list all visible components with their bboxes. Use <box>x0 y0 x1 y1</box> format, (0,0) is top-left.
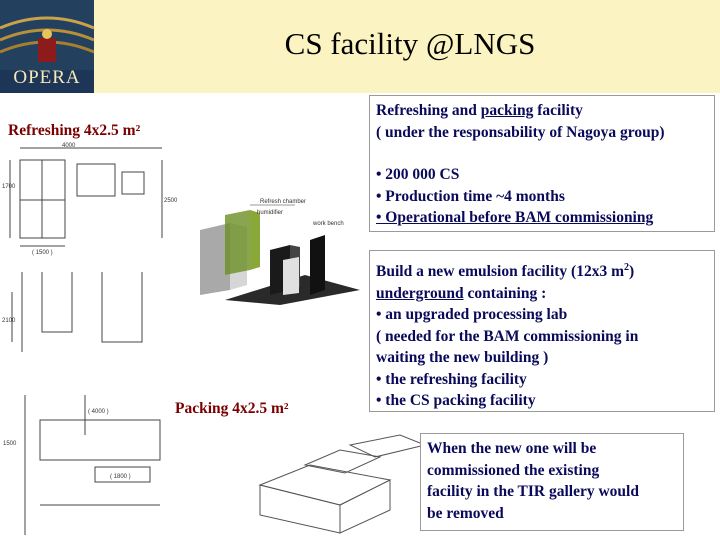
box3-line1: When the new one will be <box>427 440 597 457</box>
packing-floorplan-drawing <box>0 385 175 540</box>
dim-1700: 1700 <box>2 184 16 190</box>
refreshing-3d-render <box>195 195 370 305</box>
dim-1500: ( 1500 ) <box>32 250 53 256</box>
box3-line4: be removed <box>427 504 504 522</box>
box1-line1-post: facility <box>533 102 583 119</box>
side-view-drawing <box>2 262 172 362</box>
box1-bullet1: • 200 000 CS <box>376 166 460 183</box>
box2-line2-post: containing : <box>463 284 547 302</box>
dim-4000b: ( 4000 ) <box>88 409 109 415</box>
box1-line1-underlined: packing <box>480 102 534 119</box>
box1-bullet2: • Production time ~4 months <box>376 187 565 205</box>
box2-line1: Build a new emulsion facility (12x3 $m^2$) <box>376 262 635 281</box>
box2-line5: waiting the new building ) <box>376 349 549 367</box>
dim-4000: 4000 <box>62 143 76 149</box>
box1-bullet3: • Operational before BAM commissioning <box>376 209 654 226</box>
packing-label: Packing 4x2.5 m² <box>175 400 289 417</box>
box3-line2: commissioned the existing <box>427 461 600 479</box>
box2-line4: ( needed for the BAM commissioning in <box>376 327 639 345</box>
refresh-chamber-label: Refresh chamber <box>260 199 307 205</box>
box1-line1-pre: Refreshing and <box>376 102 481 119</box>
dim-2100: 2100 <box>2 318 16 324</box>
page-title: CS facility @LNGS <box>284 26 536 61</box>
box2-line7: • the CS packing facility <box>376 392 536 410</box>
refreshing-label: Refreshing 4x2.5 m² <box>8 122 141 139</box>
opera-logo <box>0 0 94 93</box>
box2-line6: • the refreshing facility <box>376 370 527 388</box>
box2-line2 <box>376 283 708 305</box>
box1-line1 <box>376 100 708 122</box>
dim-1800: ( 1800 ) <box>110 474 131 480</box>
work-bench-label: work bench <box>313 221 344 227</box>
new-facility-box <box>369 250 715 412</box>
box2-underground: underground <box>376 284 464 302</box>
packing-3d-render <box>250 425 430 535</box>
logo-text: OPERA <box>13 67 81 88</box>
removal-note-box <box>420 433 684 531</box>
refreshing-floorplan-drawing <box>2 142 192 257</box>
box2-line3: • an upgraded processing lab <box>376 306 568 324</box>
box1-line2: ( under the responsability of Nagoya group) <box>376 123 665 141</box>
dim-1500b: 1500 <box>3 441 17 447</box>
humidifier-label: humidifier <box>257 210 284 216</box>
dim-2500: 2500 <box>164 198 178 204</box>
theatre-logo-icon <box>0 0 94 70</box>
header-band <box>0 0 720 93</box>
box3-line3: facility in the TIR gallery would <box>427 483 639 500</box>
facility-info-box <box>369 95 715 232</box>
